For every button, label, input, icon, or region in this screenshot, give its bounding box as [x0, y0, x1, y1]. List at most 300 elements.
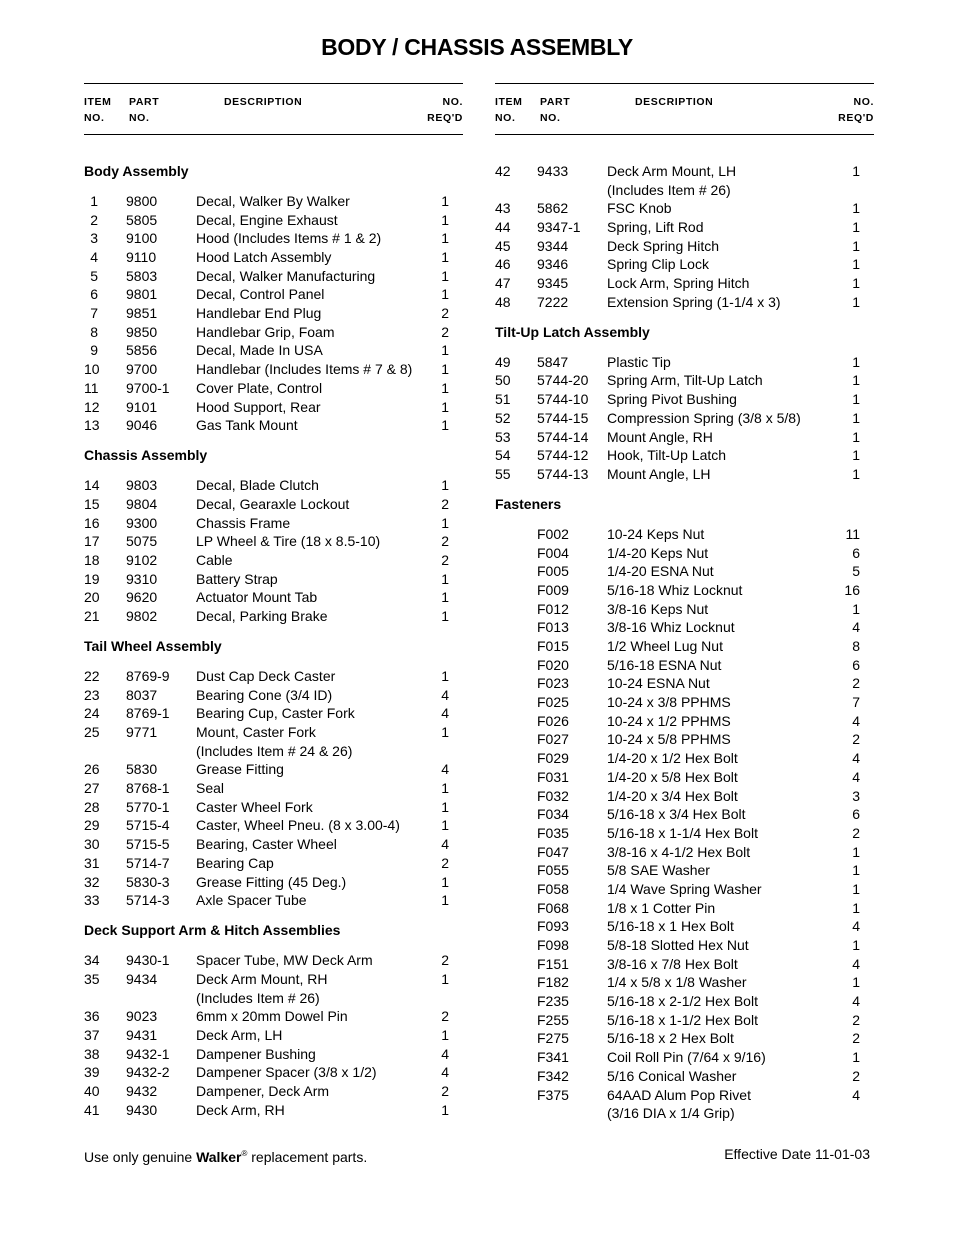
- table-row: [495, 353, 874, 372]
- item-number: 23: [84, 686, 100, 703]
- part-number: 5744-14: [537, 428, 589, 445]
- quantity-required: 2: [852, 1030, 860, 1047]
- table-row: [495, 390, 874, 409]
- parts-column-left: [84, 83, 463, 1119]
- table-row: [84, 1045, 463, 1064]
- part-description: 1/4 x 5/8 x 1/8 Washer: [607, 974, 747, 991]
- part-number: 5856: [126, 342, 158, 359]
- item-number: 42: [495, 163, 511, 179]
- part-number: F025: [537, 694, 569, 711]
- footer-prefix: Use only genuine: [84, 1149, 197, 1165]
- quantity-required: 4: [852, 768, 860, 785]
- part-description: Spring Clip Lock: [607, 256, 709, 273]
- part-description: Cover Plate, Control: [196, 379, 323, 396]
- part-number: 5744-12: [537, 447, 589, 464]
- table-row: [84, 1007, 463, 1026]
- part-number: 9110: [126, 249, 157, 266]
- quantity-required: 1: [441, 342, 449, 359]
- item-number: 28: [84, 798, 100, 815]
- table-row: [495, 274, 874, 293]
- part-number: F182: [537, 974, 569, 991]
- table-row: [495, 581, 874, 600]
- part-description: Lock Arm, Spring Hitch: [607, 275, 750, 292]
- part-number: F031: [537, 768, 569, 785]
- section-gap: [84, 435, 463, 446]
- table-row: [84, 360, 463, 379]
- table-row: [84, 760, 463, 779]
- table-row: [495, 409, 874, 428]
- table-row: [495, 237, 874, 256]
- quantity-required: 4: [441, 705, 449, 722]
- table-row: [84, 285, 463, 304]
- part-number: 9851: [126, 305, 158, 322]
- quantity-required: 4: [441, 1064, 449, 1081]
- quantity-required: 4: [852, 1086, 860, 1103]
- part-description: Hood Support, Rear: [196, 398, 321, 415]
- part-description: 5/8-18 Slotted Hex Nut: [607, 937, 749, 953]
- column-header: [84, 83, 463, 135]
- section-gap: [495, 514, 874, 525]
- item-number: 7: [90, 305, 98, 322]
- quantity-required: 1: [852, 372, 860, 389]
- item-number: 43: [495, 200, 511, 217]
- part-number: 9347-1: [537, 219, 581, 236]
- part-description: 10-24 x 5/8 PPHMS: [607, 731, 731, 748]
- quantity-required: 1: [852, 937, 860, 953]
- quantity-required: 1: [852, 275, 860, 292]
- section-gap: [84, 181, 463, 192]
- section-heading: Body Assembly: [84, 163, 189, 179]
- quantity-required: 1: [441, 667, 449, 684]
- part-description: Seal: [196, 780, 225, 797]
- part-number: F055: [537, 862, 569, 879]
- part-description: 3/8-16 Whiz Locknut: [607, 619, 735, 636]
- quantity-required: 4: [441, 686, 449, 703]
- item-number: 44: [495, 219, 511, 236]
- table-row: [495, 973, 874, 992]
- quantity-required: 5: [852, 563, 860, 580]
- quantity-required: 4: [852, 750, 860, 767]
- quantity-required: 1: [852, 353, 860, 370]
- part-number: 5744-15: [537, 409, 589, 426]
- quantity-required: 1: [441, 798, 449, 815]
- quantity-required: 1: [852, 1049, 860, 1066]
- part-description: 5/16-18 ESNA Nut: [607, 656, 722, 673]
- header-no-reqd: NO. REQ'D: [838, 96, 874, 124]
- part-description: Axle Spacer Tube: [196, 892, 307, 909]
- part-description: 1/2 Wheel Lug Nut: [607, 638, 723, 654]
- part-description: Handlebar End Plug: [196, 305, 322, 322]
- part-number: 9101: [126, 398, 158, 415]
- part-description: 1/4-20 Keps Nut: [607, 544, 709, 561]
- part-number: F255: [537, 1011, 569, 1028]
- table-row: [495, 730, 874, 749]
- item-number: 15: [84, 495, 100, 512]
- part-description: 1/4 Wave Spring Washer: [607, 880, 762, 897]
- quantity-required: 6: [852, 656, 860, 673]
- part-number: 9700: [126, 361, 158, 378]
- section-gap: [495, 312, 874, 323]
- table-row: [84, 951, 463, 970]
- table-row: [495, 712, 874, 731]
- table-row: [84, 514, 463, 533]
- part-number: F005: [537, 563, 569, 580]
- part-number: 5770-1: [126, 798, 170, 815]
- part-description: Mount, Caster Fork: [196, 724, 316, 741]
- part-description: Extension Spring (1-1/4 x 3): [607, 293, 781, 310]
- part-description: Caster, Wheel Pneu. (8 x 3.00-4): [196, 817, 400, 834]
- description-continuation-text: (Includes Item # 26): [607, 181, 731, 198]
- header-item-no: ITEM NO.: [495, 96, 523, 124]
- part-description: Decal, Control Panel: [196, 286, 325, 303]
- part-number: 8768-1: [126, 780, 170, 797]
- table-row: [84, 379, 463, 398]
- table-row: [495, 218, 874, 237]
- part-description: 6mm x 20mm Dowel Pin: [196, 1008, 348, 1025]
- header-item-no: ITEM NO.: [84, 96, 112, 124]
- section-gap: [495, 341, 874, 352]
- part-number: 9771: [126, 724, 158, 741]
- part-description: Spring Arm, Tilt-Up Latch: [607, 372, 763, 389]
- section-heading: Deck Support Arm & Hitch Assemblies: [84, 922, 341, 939]
- part-number: F004: [537, 544, 569, 561]
- item-number: 9: [90, 342, 98, 359]
- section-heading: Fasteners: [495, 495, 562, 512]
- table-row: [84, 192, 463, 211]
- part-number: F342: [537, 1067, 569, 1084]
- quantity-required: 6: [852, 806, 860, 823]
- part-number: 5847: [537, 353, 569, 370]
- part-number: 9430-1: [126, 952, 170, 969]
- part-number: 5744-20: [537, 372, 589, 389]
- table-row: [495, 899, 874, 918]
- quantity-required: 2: [852, 731, 860, 748]
- table-row: [84, 704, 463, 723]
- quantity-required: 7: [852, 694, 860, 711]
- part-number: 9102: [126, 551, 158, 568]
- part-number: F002: [537, 525, 569, 542]
- part-description: Gas Tank Mount: [196, 417, 298, 434]
- column-header: [495, 83, 874, 135]
- section-heading: Tilt-Up Latch Assembly: [495, 323, 650, 340]
- part-number: 9433: [537, 163, 569, 179]
- item-number: 35: [84, 970, 100, 987]
- part-description: 10-24 ESNA Nut: [607, 675, 710, 692]
- description-continuation: [84, 742, 463, 761]
- table-row: [495, 544, 874, 563]
- item-number: 41: [84, 1101, 100, 1118]
- part-number: 9432: [126, 1083, 158, 1100]
- part-description: Decal, Parking Brake: [196, 608, 328, 625]
- part-number: 5830: [126, 761, 158, 778]
- section-gap: [84, 910, 463, 921]
- part-number: 9804: [126, 495, 158, 512]
- part-number: 8769-1: [126, 705, 170, 722]
- table-row: [495, 787, 874, 806]
- table-row: [495, 693, 874, 712]
- item-number: 13: [84, 417, 100, 434]
- quantity-required: 1: [441, 398, 449, 415]
- part-number: 5075: [126, 533, 158, 550]
- item-number: 33: [84, 892, 100, 909]
- quantity-required: 1: [441, 780, 449, 797]
- part-description: 10-24 Keps Nut: [607, 525, 705, 542]
- item-number: 18: [84, 551, 100, 568]
- part-number: 9023: [126, 1008, 158, 1025]
- item-number: 11: [84, 379, 99, 396]
- part-number: 5744-13: [537, 465, 589, 482]
- item-number: 53: [495, 428, 511, 445]
- quantity-required: 1: [852, 843, 860, 860]
- item-number: 30: [84, 836, 100, 853]
- part-number: F034: [537, 806, 569, 823]
- item-number: 16: [84, 514, 100, 531]
- part-description: Bearing Cup, Caster Fork: [196, 705, 355, 722]
- part-description: Spring Pivot Bushing: [607, 391, 737, 408]
- part-description: Decal, Walker Manufacturing: [196, 267, 376, 284]
- part-description: 10-24 x 3/8 PPHMS: [607, 694, 731, 711]
- parts-column-right: [495, 83, 874, 1123]
- description-continuation: [495, 1104, 874, 1123]
- part-number: 9800: [126, 192, 158, 209]
- part-number: 9434: [126, 970, 158, 987]
- quantity-required: 1: [441, 873, 449, 890]
- table-row: [84, 686, 463, 705]
- parts-list-right: [495, 135, 874, 1123]
- table-row: [495, 600, 874, 619]
- part-number: F093: [537, 918, 569, 935]
- part-number: F009: [537, 581, 569, 598]
- item-number: 37: [84, 1026, 100, 1043]
- table-row: [84, 854, 463, 873]
- part-description: Spacer Tube, MW Deck Arm: [196, 952, 373, 969]
- quantity-required: 1: [441, 192, 449, 209]
- quantity-required: 1: [852, 600, 860, 617]
- item-number: 10: [84, 361, 100, 378]
- part-description: 10-24 x 1/2 PPHMS: [607, 712, 731, 729]
- part-number: 5862: [537, 200, 569, 217]
- part-number: 5830-3: [126, 873, 170, 890]
- part-description: Dampener, Deck Arm: [196, 1083, 330, 1100]
- part-number: F023: [537, 675, 569, 692]
- item-number: 14: [84, 477, 100, 494]
- part-description: 3/8-16 x 4-1/2 Hex Bolt: [607, 843, 751, 860]
- part-description: 5/16-18 x 1-1/4 Hex Bolt: [607, 824, 758, 841]
- part-description: Decal, Gearaxle Lockout: [196, 495, 350, 512]
- item-number: 47: [495, 275, 511, 292]
- quantity-required: 2: [441, 495, 449, 512]
- quantity-required: 2: [441, 533, 449, 550]
- table-row: [495, 824, 874, 843]
- part-description: Handlebar (Includes Items # 7 & 8): [196, 361, 413, 378]
- footer-note: [84, 1144, 367, 1167]
- part-number: 9802: [126, 608, 158, 625]
- item-number: 4: [90, 249, 98, 266]
- footer-suffix: replacement parts.: [247, 1149, 368, 1165]
- part-description: 1/4-20 x 1/2 Hex Bolt: [607, 750, 738, 767]
- quantity-required: 1: [852, 256, 860, 273]
- table-row: [495, 917, 874, 936]
- part-number: F035: [537, 824, 569, 841]
- part-description: Hood (Includes Items # 1 & 2): [196, 230, 382, 247]
- quantity-required: 2: [852, 675, 860, 692]
- part-description: Decal, Walker By Walker: [196, 192, 350, 209]
- table-row: [84, 323, 463, 342]
- quantity-required: 2: [852, 824, 860, 841]
- item-number: 49: [495, 353, 511, 370]
- item-number: 5: [90, 267, 98, 284]
- item-number: 50: [495, 372, 511, 389]
- table-row: [495, 428, 874, 447]
- header-no-reqd: NO. REQ'D: [427, 96, 463, 124]
- effective-date: Effective Date 11-01-03: [724, 1146, 870, 1162]
- table-row: [84, 211, 463, 230]
- table-row: [84, 667, 463, 686]
- item-number: 40: [84, 1083, 100, 1100]
- table-row: [84, 416, 463, 435]
- part-number: 9100: [126, 230, 158, 247]
- part-number: F015: [537, 638, 569, 654]
- table-row: [495, 637, 874, 656]
- part-description: Cable: [196, 551, 233, 568]
- part-description: 5/16-18 x 2 Hex Bolt: [607, 1030, 734, 1047]
- quantity-required: 1: [852, 447, 860, 464]
- part-description: Bearing, Caster Wheel: [196, 836, 337, 853]
- part-description: Hood Latch Assembly: [196, 249, 332, 266]
- part-description: FSC Knob: [607, 200, 672, 217]
- quantity-required: 2: [852, 1067, 860, 1084]
- table-row: [495, 562, 874, 581]
- part-number: F013: [537, 619, 569, 636]
- quantity-required: 1: [852, 974, 860, 991]
- item-number: 24: [84, 705, 100, 722]
- item-number: 19: [84, 570, 100, 587]
- table-row: [495, 805, 874, 824]
- item-number: 32: [84, 873, 100, 890]
- table-row: [495, 371, 874, 390]
- quantity-required: 1: [441, 267, 449, 284]
- part-description: Deck Arm, LH: [196, 1026, 283, 1043]
- quantity-required: 3: [852, 787, 860, 804]
- quantity-required: 1: [852, 409, 860, 426]
- quantity-required: 4: [441, 761, 449, 778]
- page-title: BODY / CHASSIS ASSEMBLY: [321, 34, 633, 60]
- header-part-no: PART NO.: [540, 96, 571, 124]
- quantity-required: 1: [441, 1026, 449, 1043]
- part-number: F029: [537, 750, 569, 767]
- part-description: 5/16-18 x 1 Hex Bolt: [607, 918, 734, 935]
- table-row: [84, 398, 463, 417]
- section-gap: [84, 465, 463, 476]
- quantity-required: 1: [441, 379, 449, 396]
- table-row: [84, 607, 463, 626]
- item-number: 36: [84, 1008, 100, 1025]
- part-number: 9801: [126, 286, 158, 303]
- table-row: [84, 304, 463, 323]
- part-number: 9620: [126, 589, 158, 606]
- table-row: [84, 835, 463, 854]
- quantity-required: 1: [441, 970, 449, 987]
- part-number: 8769-9: [126, 667, 170, 684]
- part-number: F012: [537, 600, 569, 617]
- table-row: [84, 891, 463, 910]
- quantity-required: 1: [441, 892, 449, 909]
- quantity-required: 2: [441, 854, 449, 871]
- part-description: Deck Arm, RH: [196, 1101, 285, 1118]
- part-description: 3/8-16 x 7/8 Hex Bolt: [607, 955, 738, 972]
- item-number: 25: [84, 724, 100, 741]
- section-gap: [84, 656, 463, 667]
- table-row: [84, 588, 463, 607]
- table-row: [495, 465, 874, 484]
- part-description: Spring, Lift Rod: [607, 219, 704, 236]
- table-row: [495, 936, 874, 955]
- part-description: Hook, Tilt-Up Latch: [607, 447, 727, 464]
- quantity-required: 1: [852, 862, 860, 879]
- quantity-required: 1: [441, 1101, 449, 1118]
- quantity-required: 2: [441, 305, 449, 322]
- part-description: Dampener Spacer (3/8 x 1/2): [196, 1064, 377, 1081]
- table-row: [495, 255, 874, 274]
- quantity-required: 2: [852, 1011, 860, 1028]
- item-number: 2: [90, 211, 98, 228]
- section-heading: Chassis Assembly: [84, 447, 208, 464]
- table-row: [495, 955, 874, 974]
- table-row: [84, 532, 463, 551]
- part-number: 5805: [126, 211, 158, 228]
- table-row: [84, 551, 463, 570]
- table-row: [84, 267, 463, 286]
- table-row: [84, 970, 463, 989]
- part-number: F020: [537, 656, 569, 673]
- section-gap: [495, 484, 874, 495]
- item-number: 1: [90, 192, 98, 209]
- part-description: Deck Spring Hitch: [607, 237, 720, 254]
- table-row: [495, 843, 874, 862]
- part-description: 3/8-16 Keps Nut: [607, 600, 709, 617]
- item-number: 34: [84, 952, 100, 969]
- part-number: F235: [537, 993, 569, 1010]
- part-description: Mount Angle, RH: [607, 428, 713, 445]
- item-number: 31: [84, 854, 100, 871]
- part-description: 5/8 SAE Washer: [607, 862, 710, 879]
- part-number: F026: [537, 712, 569, 729]
- table-row: [84, 1063, 463, 1082]
- quantity-required: 4: [852, 993, 860, 1010]
- item-number: 21: [84, 608, 100, 625]
- quantity-required: 8: [852, 638, 860, 654]
- parts-list-left: [84, 135, 463, 1119]
- part-number: 9803: [126, 477, 158, 494]
- item-number: 55: [495, 465, 511, 482]
- table-row: [495, 880, 874, 899]
- item-number: 3: [90, 230, 98, 247]
- part-description: Grease Fitting: [196, 761, 284, 778]
- part-description: Battery Strap: [196, 570, 278, 587]
- section-gap: [84, 626, 463, 637]
- table-row: [495, 293, 874, 312]
- quantity-required: 1: [441, 589, 449, 606]
- part-description: Compression Spring (3/8 x 5/8): [607, 409, 801, 426]
- part-description: 5/16-18 x 3/4 Hex Bolt: [607, 806, 746, 823]
- item-number: 38: [84, 1045, 100, 1062]
- item-number: 27: [84, 780, 100, 797]
- quantity-required: 11: [845, 525, 860, 542]
- part-number: 9430: [126, 1101, 158, 1118]
- table-row: [495, 656, 874, 675]
- quantity-required: 1: [852, 880, 860, 897]
- part-number: F068: [537, 899, 569, 916]
